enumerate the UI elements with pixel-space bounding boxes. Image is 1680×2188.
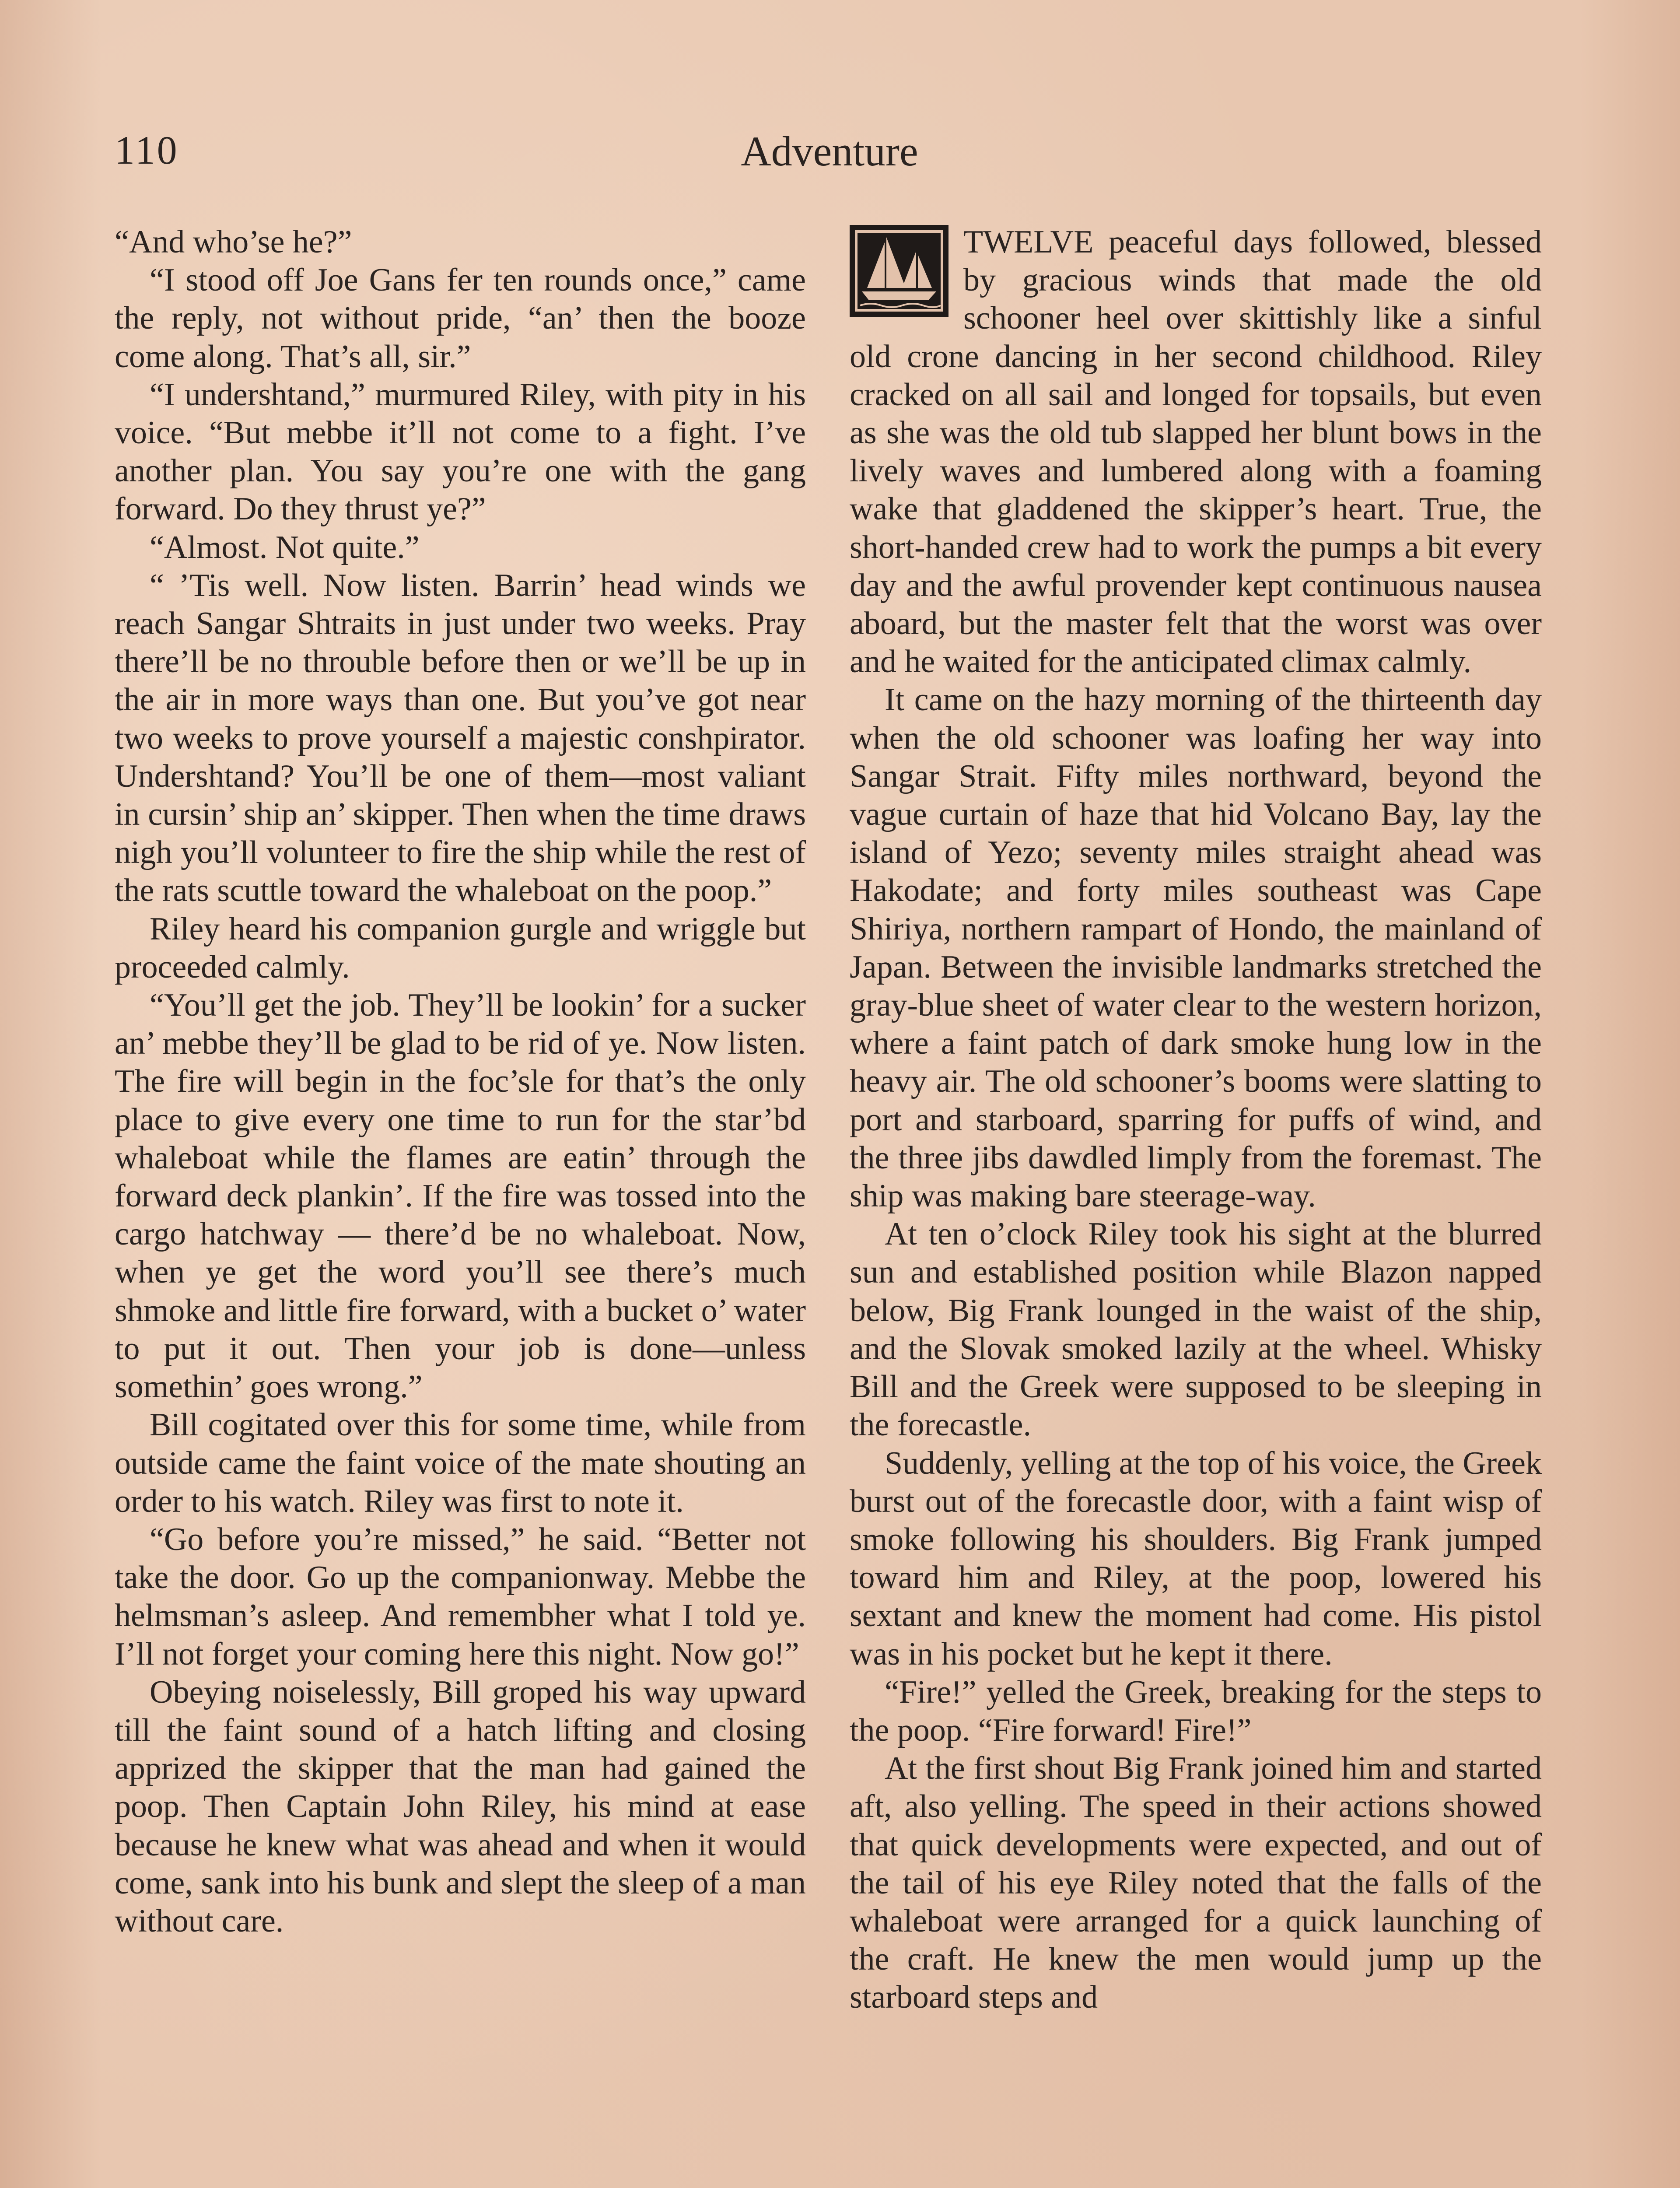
paragraph: “Almost. Not quite.” (150, 529, 420, 565)
paragraph: “You’ll get the job. They’ll be lookin’ for a sucker an’ mebbe they’ll be glad to be rid of ye. Now listen. The fire will begin in the foc’sle for that’s the only place to give every one time to run for the star’bd whaleboat while the flames are eatin’ through the forward deck plankin’. If the fire was tossed into the cargo hatchway — there’d be no whaleboat. Now, when ye get the word you’ll see there’s much shmoke and little fire forward, with a bucket o’ water to put it out. Then your job is done—unless somethin’ goes wrong.” (115, 987, 806, 1405)
paragraph: Bill cogitated over this for some time, while from outside came the faint voice of the mate shouting an order to his watch. Riley was first to note it. (115, 1407, 806, 1519)
left-column (115, 223, 806, 1940)
page-number: 110 (115, 128, 179, 172)
page-header (115, 118, 1544, 179)
paragraph: “And who’se he?” (115, 224, 352, 260)
paragraph: Obeying noiselessly, Bill groped his way upward till the faint sound of a hatch lifting and closing apprized the skipper that the man had gained the poop. Then Captain John Riley, his mind at ease because he knew what was ahead and when it would come, sank into his bunk and slept the sleep of a man without care. (115, 1674, 806, 1939)
paragraph: “I undershtand,” murmured Riley, with pity in his voice. “But mebbe it’ll not come to a fight. I’ve another plan. You say you’re one with the gang forward. Do they thrust ye?” (115, 376, 806, 527)
paragraph: At the first shout Big Frank joined him and started aft, also yelling. The speed in their actions showed that quick developments were expected, and out of the tail of his eye Riley noted that the falls of the whaleboat were arranged for a quick launching of the craft. He knew the men would jump up the starboard steps and (850, 1750, 1542, 2016)
running-title: Adventure (741, 128, 918, 175)
paragraph: Suddenly, yelling at the top of his voice, the Greek burst out of the forecastle door, with a faint wisp of smoke following his shoulders. Big Frank jumped toward him and Riley, at the poop, lowered his sextant and knew the moment had come. His pistol was in his pocket but he kept it there. (850, 1445, 1542, 1672)
right-column (850, 223, 1542, 2017)
paragraph: “ ’Tis well. Now listen. Barrin’ head winds we reach Sangar Shtraits in just under two weeks. Pray there’ll be no throuble before then or we’ll be up in the air in more ways than one. But you’ve got near two weeks to prove yourself a majestic conshpirator. Undershtand? You’ll be one of them—most valiant in cursin’ ship an’ skipper. Then when the time draws nigh you’ll volunteer to fire the ship while the rest of the rats scuttle toward the whaleboat on the poop.” (115, 567, 806, 909)
paragraph (850, 223, 1542, 681)
sailing-ship-icon (850, 225, 959, 317)
paragraph-text: TWELVE peaceful days followed, blessed by gracious winds that made the old schooner heel over skittishly like a sinful old crone dancing in her second childhood. Riley cracked on all sail and longed for topsails, but even as she was the old tub slapped her blunt bows in the lively waves and lumbered along with a foaming wake that gladdened the skipper’s heart. True, the short-handed crew had to work the pumps a bit every day and the awful provender kept continuous nausea aboard, but the master felt that the worst was over and he waited for the anticipated climax calmly. (850, 224, 1542, 680)
paragraph: It came on the hazy morning of the thirteenth day when the old schooner was loafing her way into Sangar Strait. Fifty miles northward, beyond the vague curtain of haze that hid Volcano Bay, lay the island of Yezo; seventy miles straight ahead was Hakodate; and forty miles southeast was Cape Shiriya, northern rampart of Hondo, the mainland of Japan. Between the invisible landmarks stretched the gray-blue sheet of water clear to the western horizon, where a faint patch of dark smoke hung low in the heavy air. The old schooner’s booms were slatting to port and starboard, sparring for puffs of wind, and the three jibs dawdled limply from the foremast. The ship was making bare steerage-way. (850, 682, 1542, 1214)
paragraph: “I stood off Joe Gans fer ten rounds once,” came the reply, not without pride, “an’ then the booze come along. That’s all, sir.” (115, 262, 806, 375)
paragraph: “Go before you’re missed,” he said. “Better not take the door. Go up the companionway. Mebbe the helmsman’s asleep. And remembher what I told ye. I’ll not forget your coming here this night. Now go!” (115, 1521, 806, 1672)
paragraph: At ten o’clock Riley took his sight at the blurred sun and established position while Blazon napped below, Big Frank lounged in the waist of the ship, and the Slovak smoked lazily at the wheel. Whisky Bill and the Greek were supposed to be sleeping in the forecastle. (850, 1216, 1542, 1443)
paragraph: “Fire!” yelled the Greek, breaking for the steps to the poop. “Fire forward! Fire!” (850, 1674, 1542, 1748)
paragraph: Riley heard his companion gurgle and wriggle but proceeded calmly. (115, 911, 806, 985)
